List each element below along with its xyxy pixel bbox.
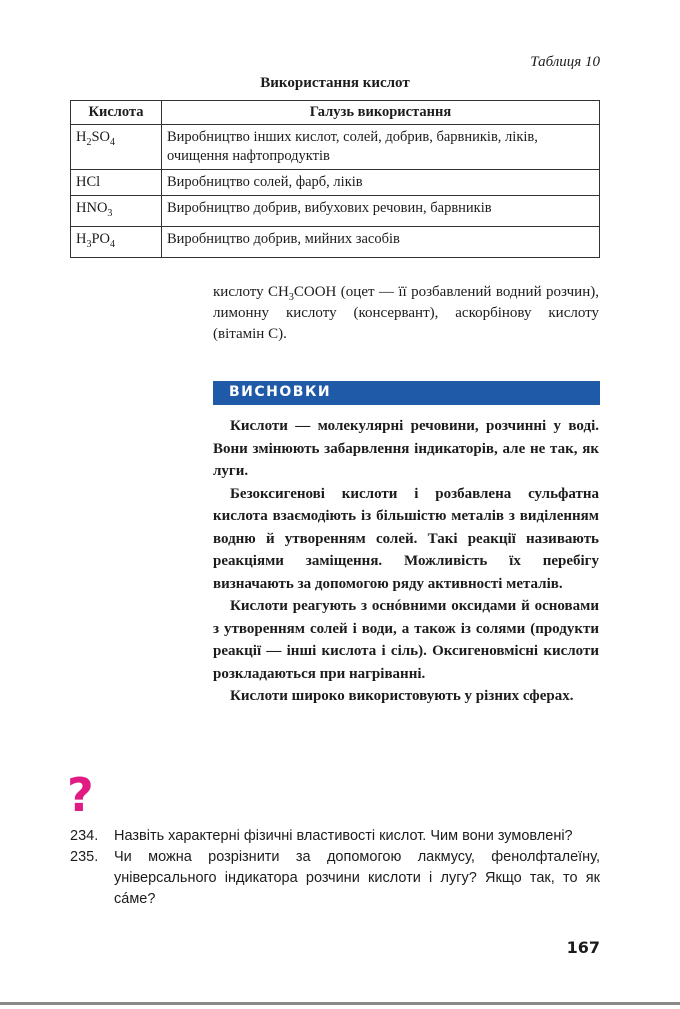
table-title: Використання кислот — [260, 75, 410, 91]
conclusions-heading-bar — [213, 381, 600, 405]
question-item — [70, 826, 600, 847]
conclusion-paragraph: Безоксигенові кислоти і розбавлена сульфатна кислота взаємодіють із більшістю металів з виділенням водню й утворенням солей. Такі реакції називають реакціями заміщення. Можливість їх перебігу визначають за допомогою ряду активності металів. — [213, 485, 599, 592]
acid-formula: $H_2SO_4$ — [71, 125, 162, 170]
acid-formula: $HNO_3$ — [71, 196, 162, 227]
page-number: 167 — [566, 938, 600, 957]
table-header-row — [71, 101, 600, 125]
table-row — [71, 196, 600, 227]
acid-usage: Виробництво солей, фарб, ліків — [162, 170, 600, 196]
question-mark-icon: ? — [67, 768, 94, 822]
bottom-divider — [0, 1002, 680, 1005]
question-item — [70, 847, 600, 910]
table-number-label: Таблиця 10 — [530, 54, 600, 70]
conclusions-heading: ВИСНОВКИ — [229, 384, 332, 400]
acid-usage: Виробництво добрив, мийних засобів — [162, 226, 600, 257]
table-row — [71, 170, 600, 196]
column-header-usage: Галузь використання — [162, 101, 600, 125]
acid-usage: Виробництво інших кислот, солей, добрив, барвників, ліків, очищення нафтопродуктів — [162, 125, 600, 170]
acid-usage-table — [70, 100, 600, 258]
question-text: Назвіть характерні фізичні властивості кислот. Чим вони зумовлені? — [114, 828, 573, 844]
conclusion-paragraph: Кислоти широко використовують у різних сферах. — [230, 688, 574, 704]
acid-formula: HCl — [71, 170, 162, 196]
acid-usage: Виробництво добрив, вибухових речовин, барвників — [162, 196, 600, 227]
conclusions-body — [213, 415, 599, 708]
questions-list — [70, 826, 600, 910]
column-header-acid: Кислота — [71, 101, 162, 125]
continuation-paragraph: кислоту $CH_3COOH$ (оцет — її розбавлений водний розчин), лимонну кислоту (консервант), аскорбінову кислоту (вітамін С). — [213, 284, 599, 342]
conclusion-paragraph: Кислоти — молекулярні речовини, розчинні у воді. Вони змінюють забарвлення індикаторів, але не так, як луги. — [213, 418, 599, 479]
question-text: Чи можна розрізнити за допомогою лакмусу, фенолфталеїну, універсального індикатора розчини кислоти і лугу? Якщо так, то як сáме? — [114, 849, 600, 907]
table-row — [71, 125, 600, 170]
question-number: 235. — [70, 849, 99, 865]
conclusion-paragraph: Кислоти реагують з оснóвними оксидами й основами з утворенням солей і води, а також із солями (продукти реакції — інші кислота і сіль). Оксигеновмісні кислоти розкладаються при нагріванні. — [213, 598, 599, 682]
question-number: 234. — [70, 828, 99, 844]
table-row — [71, 226, 600, 257]
acid-formula: $H_3PO_4$ — [71, 226, 162, 257]
